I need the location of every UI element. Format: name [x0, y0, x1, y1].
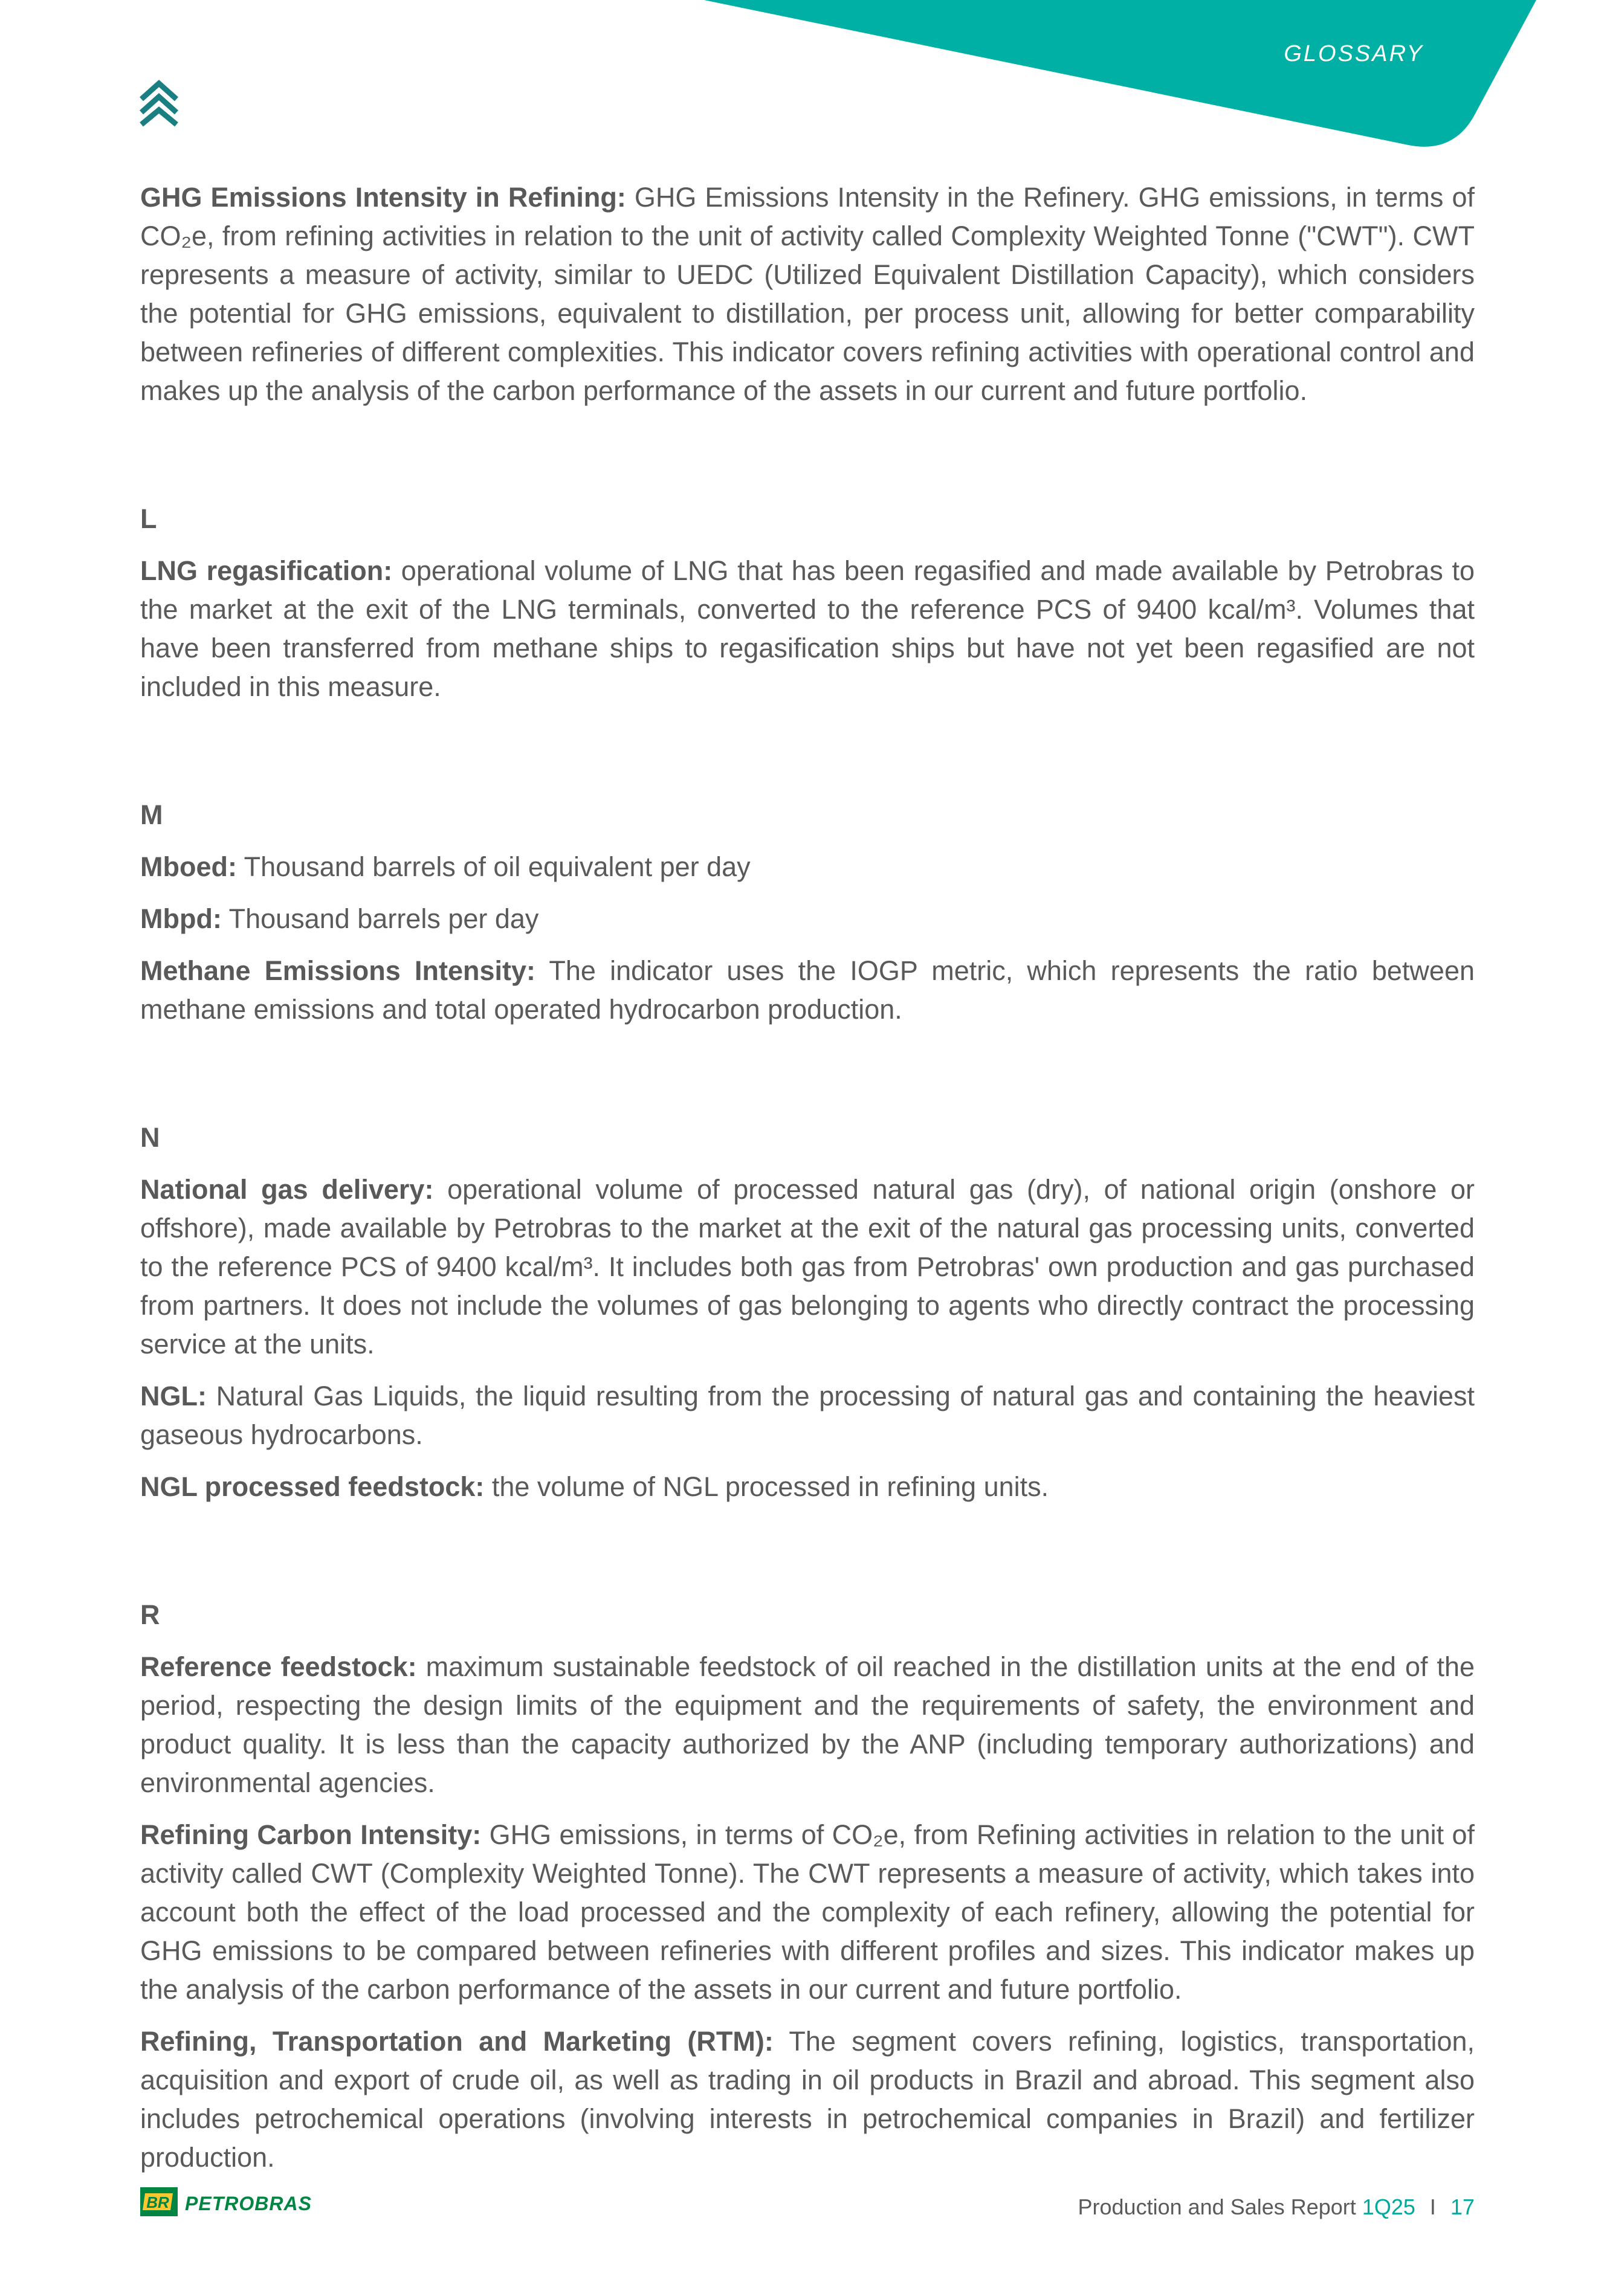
page-number: 17	[1450, 2194, 1475, 2219]
glossary-term: NGL:	[140, 1381, 207, 1411]
glossary-entry	[140, 900, 1475, 938]
glossary-section-l	[140, 500, 1475, 706]
glossary-definition: operational volume of LNG that has been regasified and made available by Petrobras to the market at the exit of the LNG terminals, converted to the reference PCS of 9400 kcal/m³. Volumes that have been transferred from methane ships to regasification ships but have not yet been regasified are not included in this measure.	[140, 555, 1475, 702]
glossary-definition: GHG emissions, in terms of CO₂e, from Refining activities in relation to the unit of activity called CWT (Complexity Weighted Tonne). The CWT represents a measure of activity, which takes into account both the effect of the load processed and the complexity of each refinery, allowing the potential for GHG emissions to be compared between refineries with different profiles and sizes. This indicator makes up the analysis of the carbon performance of the assets in our current and future portfolio.	[140, 1819, 1475, 2005]
glossary-section-m	[140, 796, 1475, 1029]
glossary-definition: Thousand barrels per day	[221, 903, 539, 934]
double-chevron-up-icon[interactable]	[138, 79, 180, 127]
glossary-definition: GHG Emissions Intensity in the Refinery. GHG emissions, in terms of CO₂e, from refining activities in relation to the unit of activity called Complexity Weighted Tonne ("CWT"). CWT represents a measure of activity, similar to UEDC (Utilized Equivalent Distillation Capacity), which considers the potential for GHG emissions, equivalent to distillation, per process unit, allowing for better comparability between refineries of different complexities. This indicator covers refining activities with operational control and makes up the analysis of the carbon performance of the assets in our current and future portfolio.	[140, 182, 1475, 406]
glossary-section	[140, 178, 1475, 410]
glossary-entry	[140, 1816, 1475, 2009]
logo-wordmark: PETROBRAS	[185, 2193, 312, 2214]
section-letter: M	[140, 799, 163, 830]
report-period: 1Q25	[1362, 2194, 1415, 2219]
logo-mark-text: BR	[146, 2193, 169, 2211]
glossary-entry	[140, 1377, 1475, 1454]
glossary-term: NGL processed feedstock:	[140, 1471, 485, 1502]
glossary-entry	[140, 2022, 1475, 2177]
footer-report-info	[1078, 2194, 1475, 2220]
header-band	[0, 0, 1610, 157]
glossary-term: GHG Emissions Intensity in Refining:	[140, 182, 626, 213]
glossary-definition: the volume of NGL processed in refining units.	[484, 1471, 1049, 1502]
glossary-definition: Thousand barrels of oil equivalent per day	[236, 851, 751, 882]
footer-separator: I	[1429, 2194, 1436, 2219]
glossary-term: Mbpd:	[140, 903, 222, 934]
glossary-content	[140, 178, 1475, 2190]
glossary-term: LNG regasification:	[140, 555, 393, 586]
glossary-term: National gas delivery:	[140, 1174, 434, 1205]
section-letter: N	[140, 1122, 160, 1153]
glossary-definition: The segment covers refining, logistics, transportation, acquisition and export of crude oil, as well as trading in oil products in Brazil and abroad. This segment also includes petrochemical operations (involving interests in petrochemical companies in Brazil) and fertilizer production.	[140, 2026, 1475, 2173]
glossary-definition: maximum sustainable feedstock of oil reached in the distillation units at the end of the period, respecting the design limits of the equipment and the requirements of safety, the environment and product quality. It is less than the capacity authorized by the ANP (including temporary authorizations) and environmental agencies.	[140, 1651, 1475, 1798]
glossary-entry	[140, 952, 1475, 1029]
section-letter: L	[140, 503, 157, 534]
glossary-term: Mboed:	[140, 851, 237, 882]
glossary-entry	[140, 178, 1475, 410]
glossary-section-r	[140, 1596, 1475, 2177]
glossary-entry	[140, 552, 1475, 706]
glossary-definition: operational volume of processed natural gas (dry), of national origin (onshore or offshore), made available by Petrobras to the market at the exit of the natural gas processing units, converted to the reference PCS of 9400 kcal/m³. It includes both gas from Petrobras' own production and gas purchased from partners. It does not include the volumes of gas belonging to agents who directly contract the processing service at the units.	[140, 1174, 1475, 1359]
petrobras-logo	[140, 2186, 322, 2220]
glossary-entry	[140, 1648, 1475, 1802]
report-label: Production and Sales Report	[1078, 2194, 1356, 2219]
glossary-entry	[140, 1170, 1475, 1364]
glossary-term: Methane Emissions Intensity:	[140, 955, 535, 986]
glossary-term: Refining Carbon Intensity:	[140, 1819, 482, 1850]
glossary-entry	[140, 1468, 1475, 1506]
glossary-section-n	[140, 1118, 1475, 1506]
glossary-term: Refining, Transportation and Marketing (RTM):	[140, 2026, 774, 2057]
section-letter: R	[140, 1599, 160, 1630]
glossary-definition: Natural Gas Liquids, the liquid resulting from the processing of natural gas and containing the heaviest gaseous hydrocarbons.	[140, 1381, 1475, 1450]
glossary-definition: The indicator uses the IOGP metric, which represents the ratio between methane emissions and total operated hydrocarbon production.	[140, 955, 1475, 1025]
header-section-tag: GLOSSARY	[1284, 41, 1424, 66]
glossary-term: Reference feedstock:	[140, 1651, 417, 1682]
glossary-entry	[140, 848, 1475, 886]
